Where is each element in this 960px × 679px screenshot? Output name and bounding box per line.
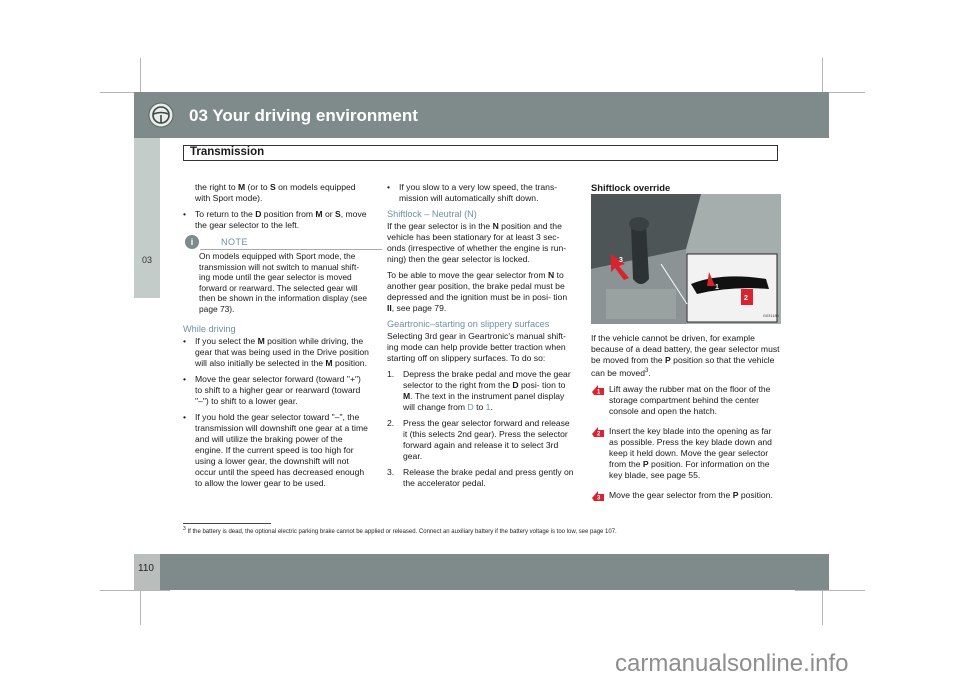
subheading-geartronic: Geartronic–starting on slippery surfaces [387,319,550,329]
subheading-while-driving: While driving [183,324,236,334]
page-number: 110 [138,563,154,574]
note-divider [200,249,382,250]
footnote: $^3$ If the battery is dead, the optional electric parking brake cannot be applied or released. Connect an auxiliary battery if the battery voltage is too low, see page 107. [183,526,617,535]
callout-1: 1 [715,284,719,291]
note-text: On models equipped with Sport mode, the transmission will not switch to manual shift- ing mode until the gear selector is moved forward or rearward. The selected gear will then be shown in the information display (see page 73). [199,251,368,314]
info-icon: i [185,235,199,249]
paragraph: If the vehicle cannot be driven, for example because of a dead battery, the gear selector must be moved from the P position so that the vehicle can be moved$^3$. [591,333,780,378]
chapter-sidebar [134,138,160,298]
numbered-step: 3 Move the gear selector from the P position. [591,490,781,501]
numbered-step: 1 Lift away the rubber mat on the floor of the storage compartment behind the center console and open the hatch. [591,384,781,417]
step-1-icon [591,384,605,396]
column-1 [183,182,370,494]
paragraph: Selecting 3rd gear in Geartronic's manual shift- ing mode can help provide better traction when starting off on slippery surfaces. To do so: [387,331,566,363]
numbered-step: 1. Depress the brake pedal and move the gear selector to the right from the D posi- tion to M. The text in the instrument panel display will change from D to 1. [387,369,571,412]
callout-2: 2 [744,295,748,302]
list-item: • Move the gear selector forward (toward "+") to shift to a higher gear or rearward (toward "–") to shift to a lower gear. [183,374,361,406]
list-item: • If you slow to a very low speed, the trans- mission will automatically shift down. [387,182,558,203]
svg-text:1: 1 [597,389,601,396]
chapter-title: 03 Your driving environment [189,106,418,125]
heading-shiftlock-override: Shiftlock override [591,182,671,193]
note-label: NOTE [221,237,249,247]
svg-text:3: 3 [597,495,601,502]
column-2 [387,182,574,494]
step-3-icon [591,490,605,502]
sidebar-chapter-number: 03 [141,255,152,265]
list-item: • To return to the D position from M or S, move the gear selector to the left. [183,209,367,230]
steering-wheel-icon [148,102,174,128]
crop-mark [795,590,865,591]
callout-3: 3 [619,257,623,264]
photo-code: G031189 [762,313,779,318]
section-box [183,145,778,161]
crop-mark [100,590,170,591]
note-box [183,237,370,314]
footer-bar [160,554,829,590]
shiftlock-photo [591,194,781,324]
list-item: • If you hold the gear selector toward "–", the transmission will downshift one gear at a time and will utilize the braking power of the engine. If the current speed is too high for using a lower gear, the downshift will not occur until the speed has decreased enough to allow the lower gear to be used. [183,412,368,488]
paragraph: To be able to move the gear selector from N to another gear position, the brake pedal must be depressed and the ignition must be in posi- tion II, see page 79. [387,270,568,313]
subheading-shiftlock-neutral: Shiftlock – Neutral (N) [387,209,477,219]
numbered-step: 2 Insert the key blade into the opening as far as possible. Press the key blade down and keep it held down. Move the gear selector from the P position. For information on the key blade, see page 55. [591,426,781,481]
paragraph: If the gear selector is in the N position and the vehicle has been stationary for at least 3 sec- onds (irrespective of whether the engine is run- ning) then the gear selector is locked. [387,221,567,264]
column-3-body [591,333,781,510]
svg-text:2: 2 [597,431,601,438]
numbered-step: 3. Release the brake pedal and press gently on the accelerator pedal. [387,467,574,488]
continued-paragraph: the right to M (or to S on models equipped with Sport mode). [195,182,356,203]
list-item: • If you select the M position while driving, the gear that was being used in the Drive position will also initially be selected in the M position. [183,336,369,368]
footnote-rule [183,523,271,524]
section-title: Transmission [190,146,265,158]
step-2-icon [591,426,605,438]
numbered-step: 2. Press the gear selector forward and release it (this selects 2nd gear). Press the selector forward again and release it to select 3rd gear. [387,418,570,461]
watermark: carmanualsonline.info [615,650,849,677]
